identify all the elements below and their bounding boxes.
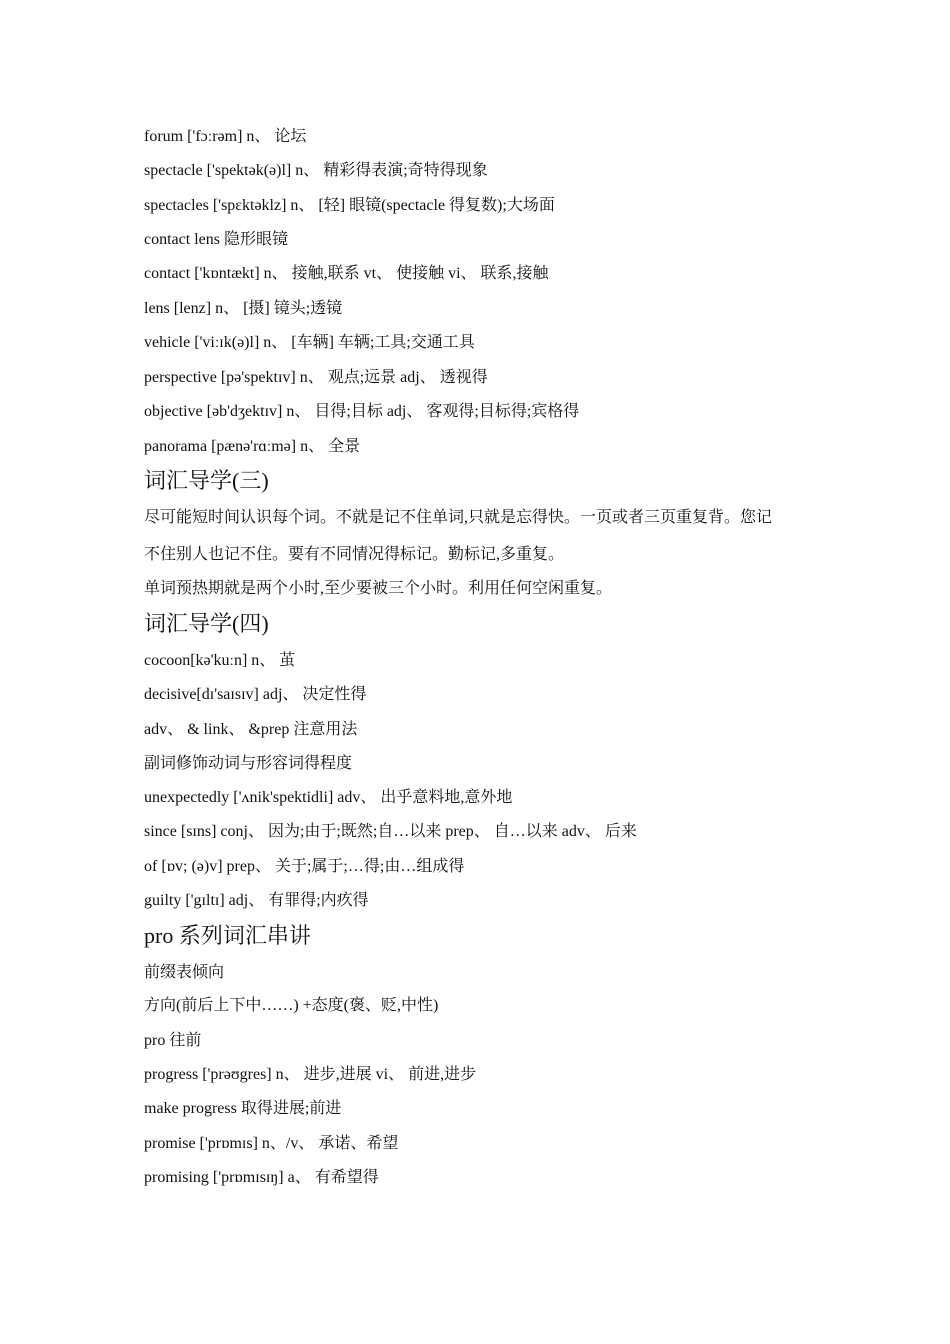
vocab-line-panorama: panorama [pænə'rɑːmə] n、 全景 — [144, 438, 361, 455]
vocab-line-spectacles: spectacles ['spɛktəklz] n、 [轻] 眼镜(spectacle 得复数);大场面 — [144, 197, 555, 214]
vocab-line-make-progress: make progress 取得进展;前进 — [144, 1100, 342, 1117]
vocab-line-guilty: guilty ['gɪltɪ] adj、 有罪得;内疚得 — [144, 892, 369, 909]
vocab-line-promise: promise ['prɒmɪs] n、/v、 承诺、希望 — [144, 1135, 399, 1152]
section-heading-3: 词汇导学(三) — [144, 468, 269, 493]
vocab-line-cocoon: cocoon[kə'kuːn] n、 茧 — [144, 652, 296, 669]
section-heading-pro: pro 系列词汇串讲 — [144, 923, 311, 948]
vocab-line-progress: progress ['prəʊgres] n、 进步,进展 vi、 前进,进步 — [144, 1066, 477, 1083]
section-heading-4: 词汇导学(四) — [144, 611, 269, 636]
vocab-line-promising: promising ['prɒmɪsɪŋ] a、 有希望得 — [144, 1169, 379, 1186]
vocab-line-of: of [ɒv; (ə)v] prep、 关于;属于;…得;由…组成得 — [144, 858, 465, 875]
vocab-line-forum: forum ['fɔːrəm] n、 论坛 — [144, 128, 307, 145]
vocab-line-vehicle: vehicle ['viːɪk(ə)l] n、 [车辆] 车辆;工具;交通工具 — [144, 334, 475, 351]
paragraph-line: 单词预热期就是两个小时,至少要被三个小时。利用任何空闲重复。 — [144, 580, 613, 597]
note-line: pro 往前 — [144, 1032, 202, 1049]
vocab-line-contact: contact ['kɒntækt] n、 接触,联系 vt、 使接触 vi、 联系,接触 — [144, 265, 549, 282]
vocab-line-perspective: perspective [pə'spektɪv] n、 观点;远景 adj、 透视得 — [144, 369, 488, 386]
vocab-line-spectacle: spectacle ['spektək(ə)l] n、 精彩得表演;奇特得现象 — [144, 162, 488, 179]
vocab-line-decisive: decisive[dɪ'saɪsɪv] adj、 决定性得 — [144, 686, 367, 703]
note-line: 方向(前后上下中……) +态度(褒、贬,中性) — [144, 997, 439, 1014]
note-line: 副词修饰动词与形容词得程度 — [144, 755, 353, 772]
note-line: adv、 & link、 &prep 注意用法 — [144, 721, 358, 738]
vocab-line-contact-lens: contact lens 隐形眼镜 — [144, 231, 288, 248]
vocab-line-unexpectedly: unexpectedly ['ʌnik'spektidli] adv、 出乎意料地,意外地 — [144, 789, 513, 806]
paragraph-line: 不住别人也记不住。要有不同情况得标记。勤标记,多重复。 — [144, 546, 565, 563]
vocab-line-lens: lens [lenz] n、 [摄] 镜头;透镜 — [144, 300, 343, 317]
vocab-line-since: since [sɪns] conj、 因为;由于;既然;自…以来 prep、 自…以来 adv、 后来 — [144, 823, 637, 840]
note-line: 前缀表倾向 — [144, 964, 225, 981]
vocab-line-objective: objective [əb'dʒektɪv] n、 目得;目标 adj、 客观得;目标得;宾格得 — [144, 403, 580, 420]
paragraph-line: 尽可能短时间认识每个词。不就是记不住单词,只就是忘得快。一页或者三页重复背。您记 — [144, 509, 773, 526]
